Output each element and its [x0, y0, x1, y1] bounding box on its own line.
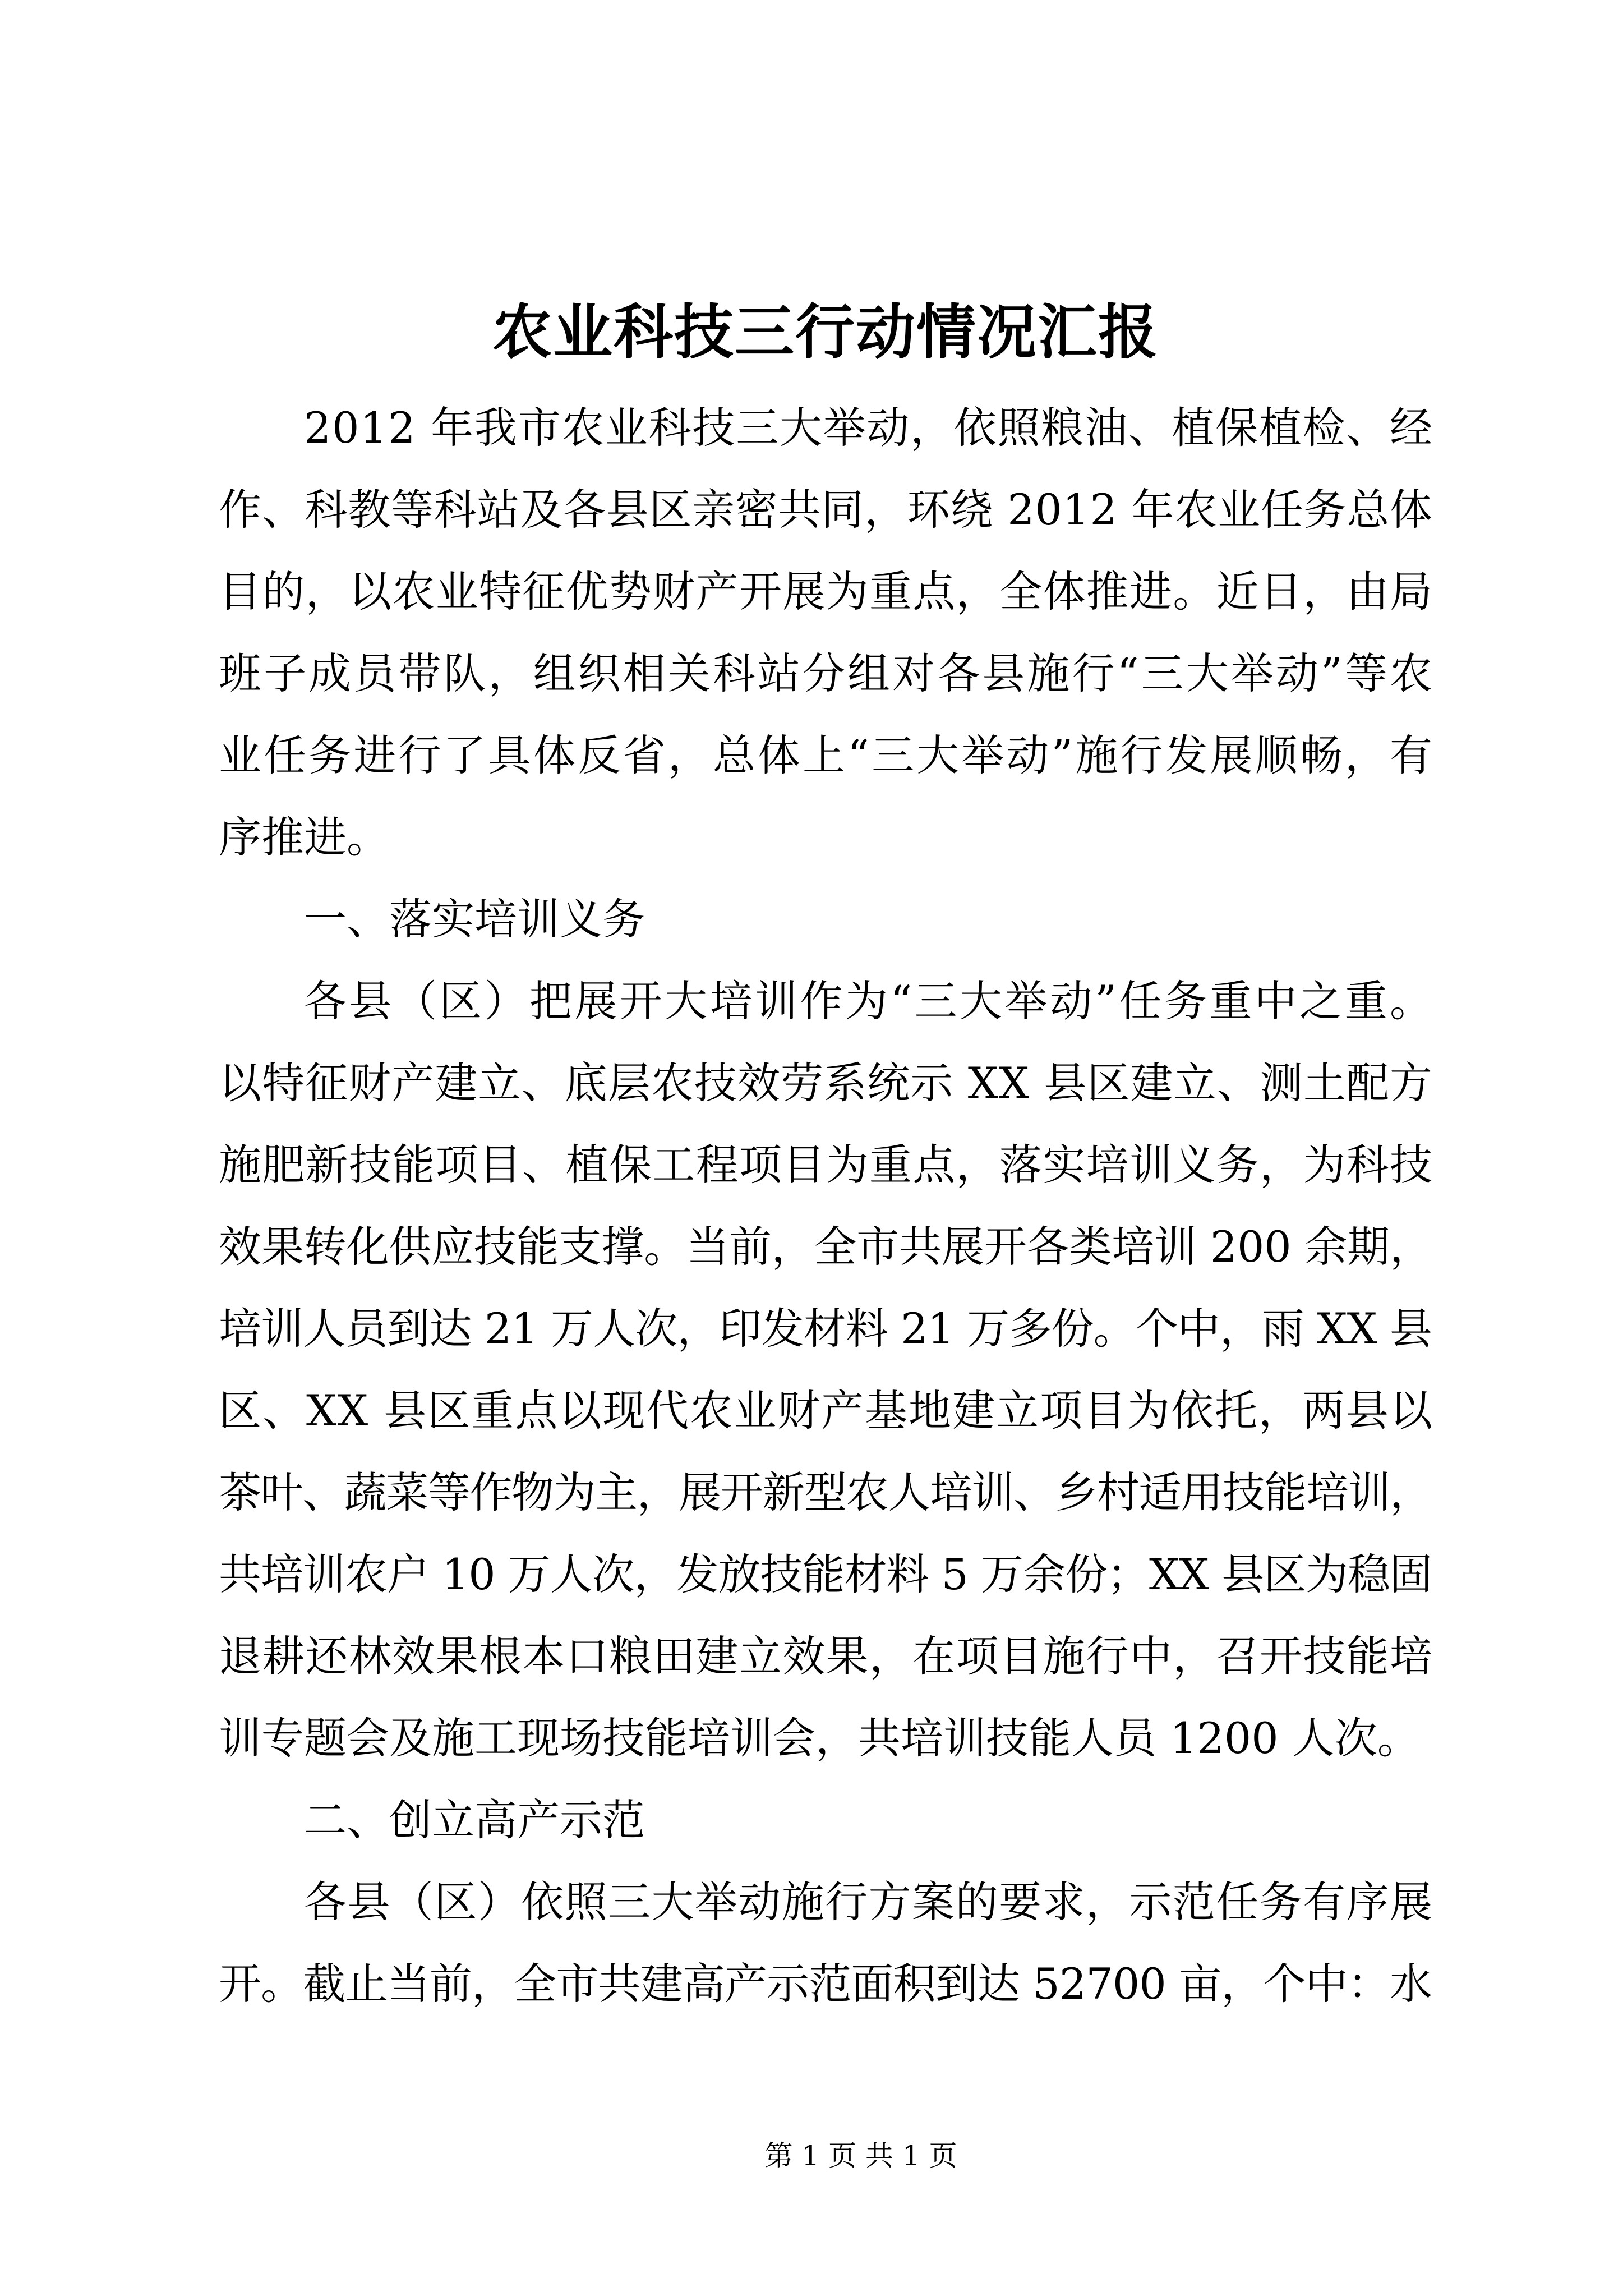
paragraph-line: 茶叶、蔬菜等作物为主，展开新型农人培训、乡村适用技能培训，	[219, 1467, 1432, 1517]
section-heading: 二、创立高产示范	[304, 1795, 645, 1845]
paragraph-line: 各县（区）依照三大举动施行方案的要求，示范任务有序展	[304, 1877, 1433, 1927]
section-paragraph	[219, 1861, 1432, 2025]
page-footer: 第 1 页 共 1 页	[764, 2139, 957, 2172]
paragraph-line: 序推进。	[219, 812, 389, 862]
paragraph-line: 目的，以农业特征优势财产开展为重点，全体推进。近日，由局	[219, 567, 1433, 616]
paragraph-line: 开。截止当前，全市共建高产示范面积到达 52700 亩，个中：水	[219, 1959, 1432, 2009]
section-paragraph	[219, 960, 1435, 1779]
paragraph-line: 施肥新技能项目、植保工程项目为重点，落实培训义务，为科技	[219, 1140, 1433, 1190]
paragraph-line: 业任务进行了具体反省，总体上“三大举动”施行发展顺畅，有	[219, 730, 1435, 780]
paragraph-line: 2012 年我市农业科技三大举动，依照粮油、植保植检、经	[304, 403, 1433, 453]
intro-paragraph	[219, 387, 1435, 878]
paragraph-line: 培训人员到达 21 万人次，印发材料 21 万多份。个中，雨 XX 县	[219, 1304, 1432, 1354]
paragraph-line: 退耕还林效果根本口粮田建立效果，在项目施行中，召开技能培	[219, 1631, 1433, 1681]
document-body	[219, 387, 1435, 2025]
paragraph-line: 各县（区）把展开大培训作为“三大举动”任务重中之重。	[304, 976, 1435, 1026]
paragraph-line: 效果转化供应技能支撑。当前，全市共展开各类培训 200 余期，	[219, 1222, 1432, 1272]
paragraph-line: 区、XX 县区重点以现代农业财产基地建立项目为依托，两县以	[219, 1386, 1433, 1435]
document-title: 农业科技三行动情况汇报	[492, 297, 1159, 367]
paragraph-line: 训专题会及施工现场技能培训会，共培训技能人员 1200 人次。	[219, 1713, 1420, 1763]
paragraph-line: 班子成员带队，组织相关科站分组对各县施行“三大举动”等农	[219, 648, 1435, 698]
section-heading: 一、落实培训义务	[304, 894, 645, 944]
paragraph-line: 共培训农户 10 万人次，发放技能材料 5 万余份；XX 县区为稳固	[219, 1549, 1432, 1599]
paragraph-line: 以特征财产建立、底层农技效劳系统示 XX 县区建立、测土配方	[219, 1058, 1433, 1108]
paragraph-line: 作、科教等科站及各县区亲密共同，环绕 2012 年农业任务总体	[219, 485, 1433, 535]
